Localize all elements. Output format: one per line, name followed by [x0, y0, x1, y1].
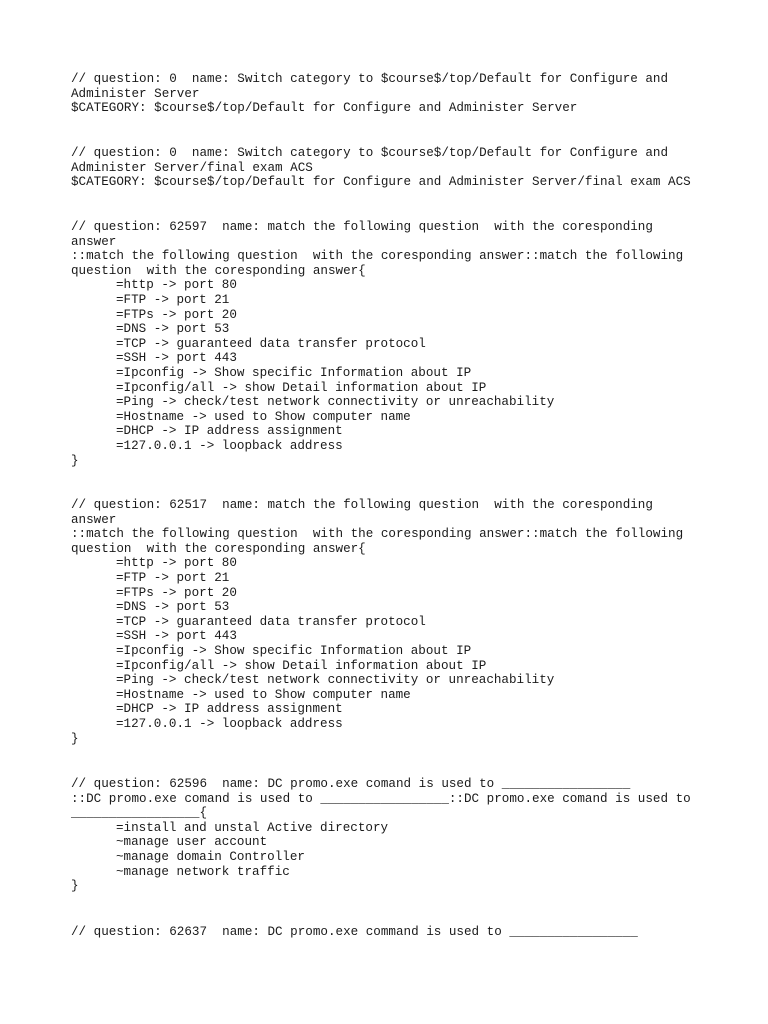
text-line: answer — [71, 512, 117, 527]
text-line: =Ipconfig -> Show specific Information about IP — [116, 644, 472, 658]
text-line: =DNS -> port 53 — [116, 600, 230, 615]
text-line: ~manage domain Controller — [116, 850, 305, 864]
question-header-line: // question: 0 name: Switch category to $course$/top/Default for Configure and — [71, 146, 669, 160]
text-line: =Ping -> check/test network connectivity or unreachability — [116, 395, 555, 410]
text-line: ~manage network traffic — [116, 864, 290, 879]
text-line: _________________{ — [71, 806, 208, 821]
text-line: =FTPs -> port 20 — [116, 307, 237, 322]
text-line: =Ipconfig -> Show specific Information about IP — [116, 366, 472, 380]
text-line: ::match the following question with the coresponding answer::match the following — [71, 527, 684, 542]
text-line: =FTP -> port 21 — [116, 571, 230, 585]
question-header-line: // question: 62597 name: match the following question with the coresponding — [71, 220, 653, 234]
text-line: =FTP -> port 21 — [116, 293, 230, 307]
text-line: =TCP -> guaranteed data transfer protocol — [116, 614, 426, 629]
text-line: =http -> port 80 — [116, 278, 237, 293]
text-line: ~manage user account — [116, 835, 268, 850]
text-line: Administer Server — [71, 86, 200, 101]
text-line: =TCP -> guaranteed data transfer protocol — [116, 336, 426, 351]
text-line: =http -> port 80 — [116, 556, 237, 571]
text-line: =127.0.0.1 -> loopback address — [116, 439, 343, 453]
text-line: =Hostname -> used to Show computer name — [116, 687, 411, 702]
text-line: =Ipconfig/all -> show Detail information about IP — [116, 380, 487, 395]
text-line: =127.0.0.1 -> loopback address — [116, 717, 343, 731]
text-line: =SSH -> port 443 — [116, 351, 237, 366]
text-line: question with the coresponding answer{ — [71, 263, 366, 278]
text-line: Administer Server/final exam ACS — [71, 160, 313, 175]
text-line: =DHCP -> IP address assignment — [116, 424, 343, 439]
text-line: =install and unstal Active directory — [116, 820, 389, 835]
question-header-line: // question: 62637 name: DC promo.exe command is used to _________________ — [71, 925, 638, 939]
text-line: =DNS -> port 53 — [116, 322, 230, 337]
text-line: } — [71, 453, 79, 468]
text-line: ::match the following question with the coresponding answer::match the following — [71, 249, 684, 264]
text-line: question with the coresponding answer{ — [71, 541, 366, 556]
question-header-line: // question: 62596 name: DC promo.exe comand is used to _________________ — [71, 777, 631, 791]
text-line: =DHCP -> IP address assignment — [116, 702, 343, 717]
question-header-line: // question: 62517 name: match the following question with the coresponding — [71, 498, 653, 512]
text-line: =FTPs -> port 20 — [116, 585, 237, 600]
text-line: =SSH -> port 443 — [116, 629, 237, 644]
text-line: $CATEGORY: $course$/top/Default for Configure and Administer Server — [71, 101, 578, 116]
text-line: =Ipconfig/all -> show Detail information about IP — [116, 658, 487, 673]
text-line: $CATEGORY: $course$/top/Default for Configure and Administer Server/final exam ACS — [71, 175, 691, 190]
text-line: =Hostname -> used to Show computer name — [116, 409, 411, 424]
text-line: answer — [71, 234, 117, 249]
text-line: } — [71, 879, 79, 894]
text-line: =Ping -> check/test network connectivity or unreachability — [116, 673, 555, 688]
text-line: ::DC promo.exe comand is used to _________________::DC promo.exe comand is used to — [71, 791, 691, 806]
question-header-line: // question: 0 name: Switch category to $course$/top/Default for Configure and — [71, 72, 669, 86]
text-line: } — [71, 731, 79, 746]
